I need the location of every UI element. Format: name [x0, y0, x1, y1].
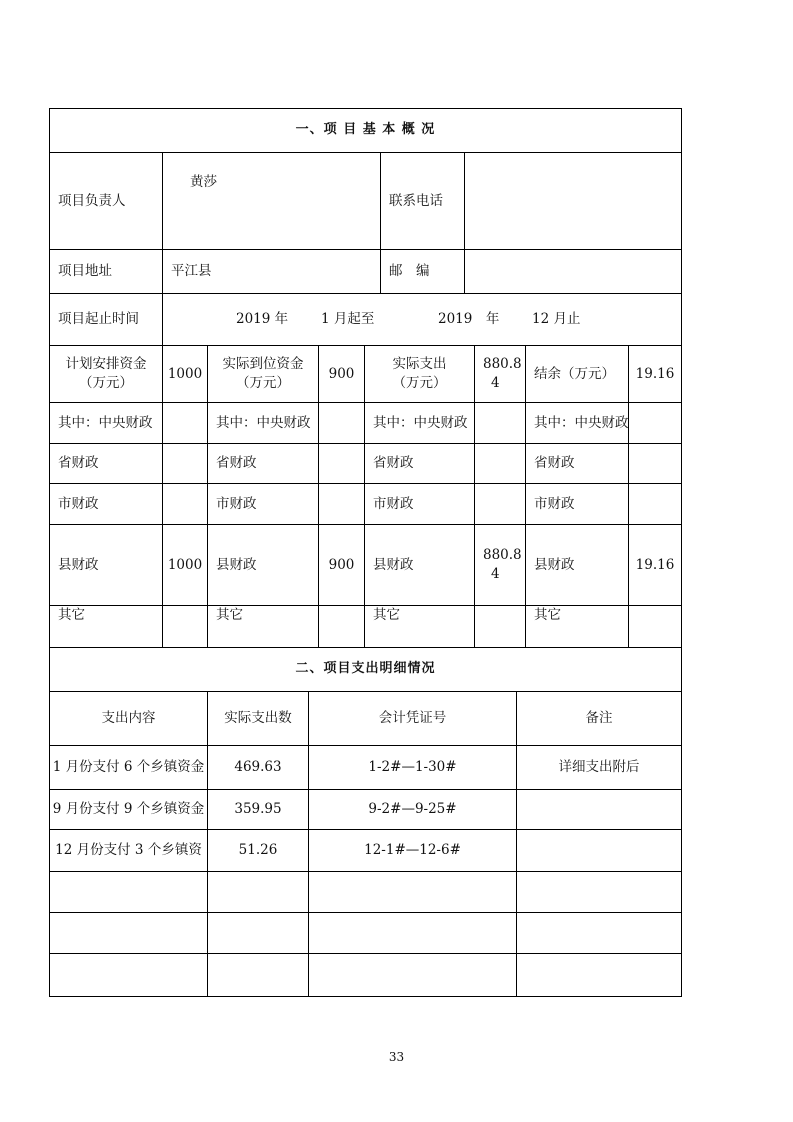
period-label: 项目起止时间: [58, 311, 139, 328]
funds-source-label: 县财政: [216, 556, 257, 573]
funds-received-amount: [319, 444, 364, 483]
actual-spending-label-line2: （万元）: [392, 375, 447, 391]
funds-balance-amount: 19.16: [635, 556, 675, 573]
expense-voucher: 12-1#—12-6#: [364, 842, 461, 859]
column-header-remarks: 备注: [585, 710, 613, 727]
funds-source-label: 市财政: [534, 495, 575, 512]
funds-received-amount: [319, 484, 364, 524]
expense-content: 1 月份支付 6 个乡镇资金: [52, 759, 205, 776]
funds-source-label: 市财政: [373, 495, 414, 512]
expense-remarks: 详细支出附后: [558, 759, 640, 776]
expense-amount: [208, 913, 308, 953]
postcode-label: 邮 编: [389, 263, 430, 280]
funds-planned-amount: [163, 444, 207, 483]
period-start-month: 1 月起至: [321, 311, 375, 328]
period-end-month: 12 月止: [532, 311, 581, 328]
planned-funds-value: 1000: [167, 365, 203, 382]
address-value: 平江县: [171, 263, 212, 280]
planned-funds-label: [50, 346, 162, 402]
funds-source-label: 省财政: [216, 455, 257, 472]
funds-source-label: 其中：中央财政: [534, 414, 629, 431]
funds-received-amount: 900: [328, 556, 355, 573]
funds-source-label: 其中：中央财政: [373, 414, 468, 431]
funds-spent-amount: [475, 403, 525, 443]
actual-spending-label: [365, 346, 474, 402]
funds-source-label: 省财政: [373, 455, 414, 472]
balance-value: 19.16: [635, 365, 675, 382]
section-1-title: 一、项 目 基 本 概 况: [295, 122, 436, 138]
rule: [49, 996, 682, 997]
funds-planned-amount: [163, 403, 207, 443]
phone-value: [465, 153, 681, 249]
funds-source-label: 其它: [58, 607, 85, 623]
period-start-year: 2019 年: [236, 311, 289, 328]
funds-spent-amount: [475, 525, 525, 605]
expense-content: 9 月份支付 9 个乡镇资金: [52, 801, 205, 818]
funds-source-label: 其中：中央财政: [58, 414, 153, 431]
page-number: 33: [388, 1050, 405, 1064]
funds-source-label: 市财政: [216, 495, 257, 512]
funds-spent-amount: [475, 444, 525, 483]
column-header-voucher: 会计凭证号: [378, 710, 447, 727]
section-2-title: 二、项目支出明细情况: [295, 661, 436, 677]
received-funds-label: [208, 346, 318, 402]
expense-amount: 359.95: [234, 801, 282, 818]
funds-source-label: 其它: [534, 607, 561, 623]
expense-amount: [208, 872, 308, 912]
expense-voucher: [309, 954, 516, 996]
expense-remarks: [517, 872, 681, 912]
funds-planned-amount: 1000: [167, 556, 203, 573]
funds-received-amount: [319, 403, 364, 443]
funds-spent-amount-line1: 880.8: [483, 547, 522, 564]
funds-planned-amount: [163, 484, 207, 524]
funds-source-label: 县财政: [534, 556, 575, 573]
actual-spending-value: [475, 346, 525, 402]
funds-balance-amount: [629, 444, 681, 483]
expense-content: [50, 954, 207, 996]
expense-voucher: 9-2#—9-25#: [368, 801, 457, 818]
expense-content: [50, 872, 207, 912]
rule: [162, 293, 163, 345]
period-end-year: 2019 年: [438, 311, 500, 328]
funds-source-label: 其中：中央财政: [216, 414, 311, 431]
leader-label: 项目负责人: [58, 192, 126, 209]
expense-amount: [208, 954, 308, 996]
funds-balance-amount: [629, 484, 681, 524]
funds-source-label: 其它: [216, 607, 243, 623]
column-header-content: 支出内容: [101, 710, 156, 727]
funds-balance-amount: [629, 403, 681, 443]
address-label: 项目地址: [58, 263, 112, 280]
expense-content: 12 月份支付 3 个乡镇资: [55, 842, 202, 859]
rule: [681, 108, 682, 997]
funds-source-label: 省财政: [58, 455, 99, 472]
postcode-value: [465, 250, 681, 293]
funds-spent-amount: [475, 484, 525, 524]
expense-content: [50, 913, 207, 953]
balance-label: 结余（万元）: [534, 365, 615, 382]
expense-amount: 51.26: [238, 842, 278, 859]
funds-spent-amount-line2: 4: [491, 566, 500, 582]
actual-spending-value-line1: 880.8: [483, 356, 522, 373]
actual-spending-value-line2: 4: [491, 375, 500, 391]
expense-voucher: [309, 872, 516, 912]
expense-remarks: [517, 830, 681, 871]
expense-remarks: [517, 790, 681, 829]
expense-remarks: [517, 913, 681, 953]
funds-source-label: 省财政: [534, 455, 575, 472]
funds-source-label: 县财政: [58, 556, 99, 573]
received-funds-value: 900: [328, 365, 355, 382]
column-header-amount: 实际支出数: [224, 710, 292, 727]
received-funds-label-line2: （万元）: [236, 375, 290, 391]
expense-amount: 469.63: [234, 759, 282, 776]
actual-spending-label-line1: 实际支出: [392, 356, 447, 373]
phone-label: 联系电话: [389, 192, 443, 209]
expense-remarks: [517, 954, 681, 996]
leader-value: 黄莎: [190, 173, 217, 190]
received-funds-label-line1: 实际到位资金: [222, 356, 304, 373]
planned-funds-label-line2: （万元）: [79, 375, 133, 391]
funds-source-label: 市财政: [58, 495, 99, 512]
expense-voucher: [309, 913, 516, 953]
funds-source-label: 其它: [373, 607, 400, 623]
planned-funds-label-line1: 计划安排资金: [65, 356, 147, 373]
expense-voucher: 1-2#—1-30#: [368, 759, 457, 776]
funds-source-label: 县财政: [373, 556, 414, 573]
